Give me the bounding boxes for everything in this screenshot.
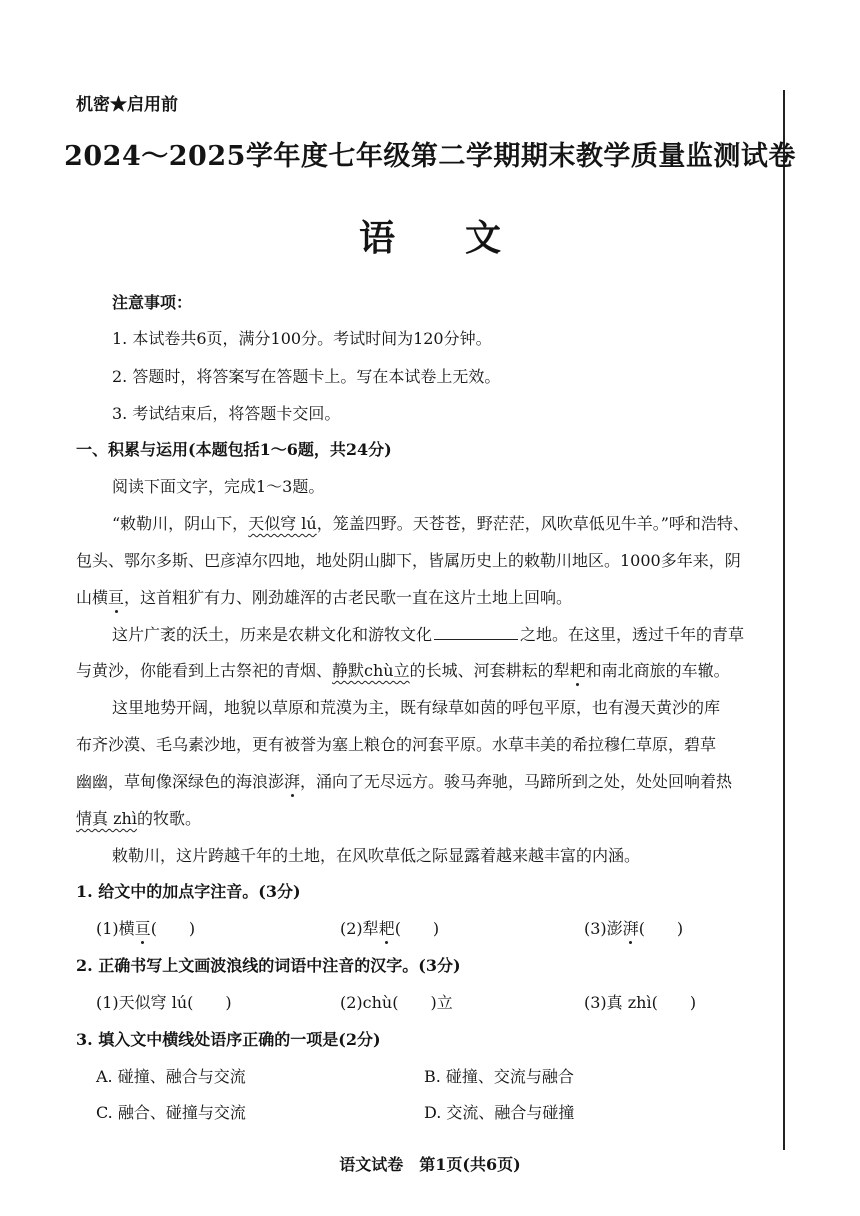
confidential-label: 机密★启用前 — [76, 95, 178, 115]
question-1-stem: 1. 给文中的加点字注音。(3分) — [76, 882, 301, 901]
wavy-word-1: 天似穹 lú — [248, 514, 317, 533]
note-item-3: 3. 考试结束后，将答题卡交回。 — [112, 404, 341, 423]
question-2-stem: 2. 正确书写上文画波浪线的词语中注音的汉字。(3分) — [76, 956, 461, 975]
notes-heading: 注意事项： — [112, 293, 193, 312]
section-title: 一、积累与运用(本题包括1～6题，共24分) — [76, 440, 392, 459]
note-item-1: 1. 本试卷共6页，满分100分。考试时间为120分钟。 — [112, 329, 492, 348]
passage-p1-line1: “敕勒川，阴山下，天似穹 lú，笼盖四野。天苍苍，野茫茫，风吹草低见牛羊。”呼和浩特、 — [112, 514, 749, 533]
dotted-char-2: 耙 — [569, 661, 586, 680]
question-1-option-2: (2)犁耙( ) — [340, 919, 440, 938]
page-footer: 语文试卷 第1页(共6页) — [339, 1155, 521, 1174]
question-3-option-c: C. 融合、碰撞与交流 — [96, 1103, 246, 1122]
question-3-option-d: D. 交流、融合与碰撞 — [424, 1103, 575, 1122]
passage-p3-line4: 情真 zhì的牧歌。 — [76, 809, 201, 828]
passage-p1-line3: 山横亘，这首粗犷有力、刚劲雄浑的古老民歌一直在这片土地上回响。 — [76, 588, 573, 607]
passage-p1-line2: 包头、鄂尔多斯、巴彦淖尔四地，地处阴山脚下，皆属历史上的敕勒川地区。1000多年来，阴 — [76, 551, 741, 570]
question-2-option-3: (3)真 zhì( ) — [584, 993, 697, 1012]
wavy-word-2: 静默chù立 — [332, 661, 410, 680]
question-2-option-2: (2)chù( )立 — [340, 993, 453, 1012]
question-1-option-3: (3)澎湃( ) — [584, 919, 684, 938]
passage-p3-line3: 幽幽，草甸像深绿色的海浪澎湃，涌向了无尽远方。骏马奔驰，马蹄所到之处，处处回响着热 — [76, 772, 733, 791]
wavy-word-3: 情真 zhì — [76, 809, 137, 828]
note-item-2: 2. 答题时，将答案写在答题卡上。写在本试卷上无效。 — [112, 367, 501, 386]
question-3-option-b: B. 碰撞、交流与融合 — [424, 1067, 574, 1086]
question-3-option-a: A. 碰撞、融合与交流 — [96, 1067, 246, 1086]
exam-title: 2024～2025学年度七年级第二学期期末教学质量监测试卷 — [64, 141, 796, 172]
fill-blank — [434, 625, 518, 640]
question-3-stem: 3. 填入文中横线处语序正确的一项是(2分) — [76, 1030, 381, 1049]
question-1-option-1: (1)横亘( ) — [96, 919, 196, 938]
passage-p2-line2: 与黄沙，你能看到上古祭祀的青烟、静默chù立的长城、河套耕耘的犁耙和南北商旅的车辙。 — [76, 661, 730, 680]
question-2-option-1: (1)天似穹 lú( ) — [96, 993, 232, 1012]
passage-p3-line1: 这里地势开阔，地貌以草原和荒漠为主，既有绿草如茵的呼包平原，也有漫天黄沙的库 — [112, 698, 721, 717]
dotted-char-3: 湃 — [284, 772, 301, 791]
reading-instruction: 阅读下面文字，完成1～3题。 — [112, 477, 325, 496]
passage-p3-line2: 布齐沙漠、毛乌素沙地，更有被誉为塞上粮仓的河套平原。水草丰美的希拉穆仁草原，碧草 — [76, 735, 717, 754]
passage-p2-line1: 这片广袤的沃土，历来是农耕文化和游牧文化 之地。在这里，透过千年的青草 — [112, 625, 745, 644]
dotted-char-1: 亘 — [108, 588, 125, 607]
passage-p4: 敕勒川，这片跨越千年的土地，在风吹草低之际显露着越来越丰富的内涵。 — [112, 846, 641, 865]
subject-title: 语文 — [358, 217, 571, 259]
